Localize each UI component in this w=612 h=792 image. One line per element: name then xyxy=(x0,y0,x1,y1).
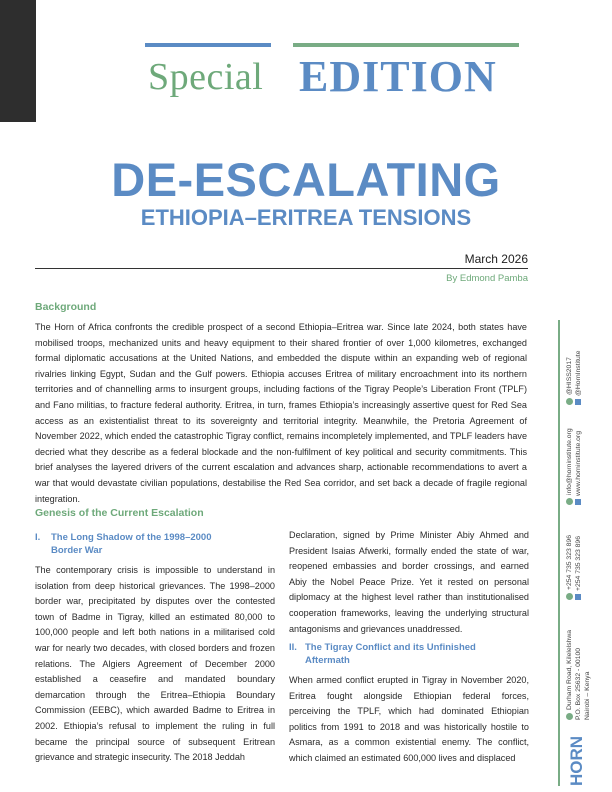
subheading-2-number: II. xyxy=(289,642,297,653)
subheading-2 xyxy=(289,641,529,667)
subheading-1-line2: Border War xyxy=(51,545,103,556)
sidebar-address xyxy=(565,630,592,720)
date-divider xyxy=(35,268,528,269)
address-line-3: Nairobi – Kenya xyxy=(584,671,591,720)
social-icon xyxy=(575,399,581,405)
website-address[interactable]: www.horninstitute.org xyxy=(575,431,582,496)
header-rule-blue xyxy=(145,43,271,47)
twitter-icon xyxy=(566,398,573,405)
section-1-continued-paragraph: Declaration, signed by Prime Minister Abiy Ahmed and President Isaias Afwerki, formally ended the state of war, reopened embassies and border crossings, and earned Abiy the Nobel Peace Prize. Yet it rested on personal diplomacy at the highest level rather than institutionalised cooperation frameworks, leaving the underlying structural antagonisms and grievances unaddressed. xyxy=(289,530,529,634)
section-1-paragraph: The contemporary crisis is impossible to understand in isolation from deep historical grievances. The 1998–2000 border war, precipitated by disputes over the contested town of Badme in Tigray, killed an estimated 80,000 to 100,000 people and left both nations in a militarised cold war for nearly two decades, with closed borders and frozen relations. The Algiers Agreement of December 2000 established a ceasefire and mandated boundary demarcation through the Eritrea–Ethiopia Boundary Commission (EEBC), which awarded Badme to Eritrea in 2002. Ethiopia’s refusal to implement the ruling in full became the principal source of subsequent Eritrean grievance and strategic insecurity. The 2018 Jeddah xyxy=(35,565,275,763)
subheading-2-line1: The Tigray Conflict and its Unfinished xyxy=(305,642,476,653)
background-paragraph: The Horn of Africa confronts the credible prospect of a second Ethiopia–Eritrea war. Since late 2024, both states have mobilised troops, mechanized units and heavy equipment to their shared frontier of over 1,000 kilometres, exchanged formal diplomatic accusations at the United Nations, and embedded the dispute within an expanding web of regional rivalries linking Egypt, Sudan and the Gulf powers. Ethiopia accuses Eritrea of military encroachment into its northern territories and of channelling arms to insurgent groups, including factions of the Tigray People’s Liberation Front (TPLF) and Fano militias, to fracture federal authority. Eritrea, in turn, frames Ethiopia’s increasingly assertive quest for Red Sea access as an existentialist threat to its sovereignty and territorial integrity. Meanwhile, the Pretoria Agreement of November 2022, which ended the catastrophic Tigray conflict, remains incompletely implemented, and TPLF leaders have decried what they describe as a federal blockade and the non-fulfilment of key political and security commitments. This brief analyses the layered drivers of the current escalation and advances sharp, actionable recommendations to avert a war that would devastate civilian populations, destabilise the Red Sea corridor, and set back a decade of fragile regional integration. xyxy=(35,322,527,504)
address-line-1: Durham Road, Kilelelshwa xyxy=(566,629,573,710)
social-handle[interactable]: @HornInstitute xyxy=(575,350,582,396)
horn-logo xyxy=(566,730,588,786)
sidebar-web xyxy=(565,428,583,505)
sidebar-social xyxy=(565,351,583,405)
web-icon xyxy=(575,499,581,505)
page-title: DE-ESCALATING xyxy=(111,153,501,206)
sidebar-divider xyxy=(558,320,560,786)
header-rule-green xyxy=(293,43,519,47)
left-accent-block xyxy=(0,0,36,122)
horn-logo-mark xyxy=(566,730,588,786)
mobile-icon xyxy=(575,594,581,600)
twitter-handle[interactable]: @HISS2017 xyxy=(566,357,573,395)
phone-number-1: +254 735 323 896 xyxy=(566,535,573,590)
location-icon xyxy=(566,713,573,720)
background-heading: Background xyxy=(35,301,97,313)
edition-label: EDITION xyxy=(299,52,497,101)
left-accent-bar xyxy=(0,0,36,792)
sidebar-phones xyxy=(565,535,583,600)
subheading-1 xyxy=(35,531,275,557)
horn-logo-text: HORN xyxy=(567,735,586,786)
address-line-2: P.O. Box 25632 - 00100 xyxy=(575,647,582,720)
page-subtitle: ETHIOPIA–ERITREA TENSIONS xyxy=(140,205,472,230)
special-label: Special xyxy=(148,56,264,98)
subheading-1-line1: The Long Shadow of the 1998–2000 xyxy=(51,532,212,543)
email-icon xyxy=(566,498,573,505)
phone-icon xyxy=(566,593,573,600)
phone-number-2: +254 735 323 896 xyxy=(575,536,582,591)
email-address[interactable]: info@horninstitute.org xyxy=(566,428,573,495)
author-byline: By Edmond Pamba xyxy=(446,273,528,284)
genesis-heading: Genesis of the Current Escalation xyxy=(35,507,204,519)
subheading-2-line2: Aftermath xyxy=(305,655,350,666)
publication-date: March 2026 xyxy=(464,252,528,266)
section-2-paragraph: When armed conflict erupted in Tigray in November 2020, Eritrea fought alongside Ethiopian federal forces, perceiving the TPLF, which had dominated Ethiopian politics from 1991 to 2018 and was historically hostile to Asmara, as a common existential enemy. The conflict, which claimed an estimated 600,000 lives and displaced xyxy=(289,675,529,763)
subheading-1-number: I. xyxy=(35,532,41,543)
